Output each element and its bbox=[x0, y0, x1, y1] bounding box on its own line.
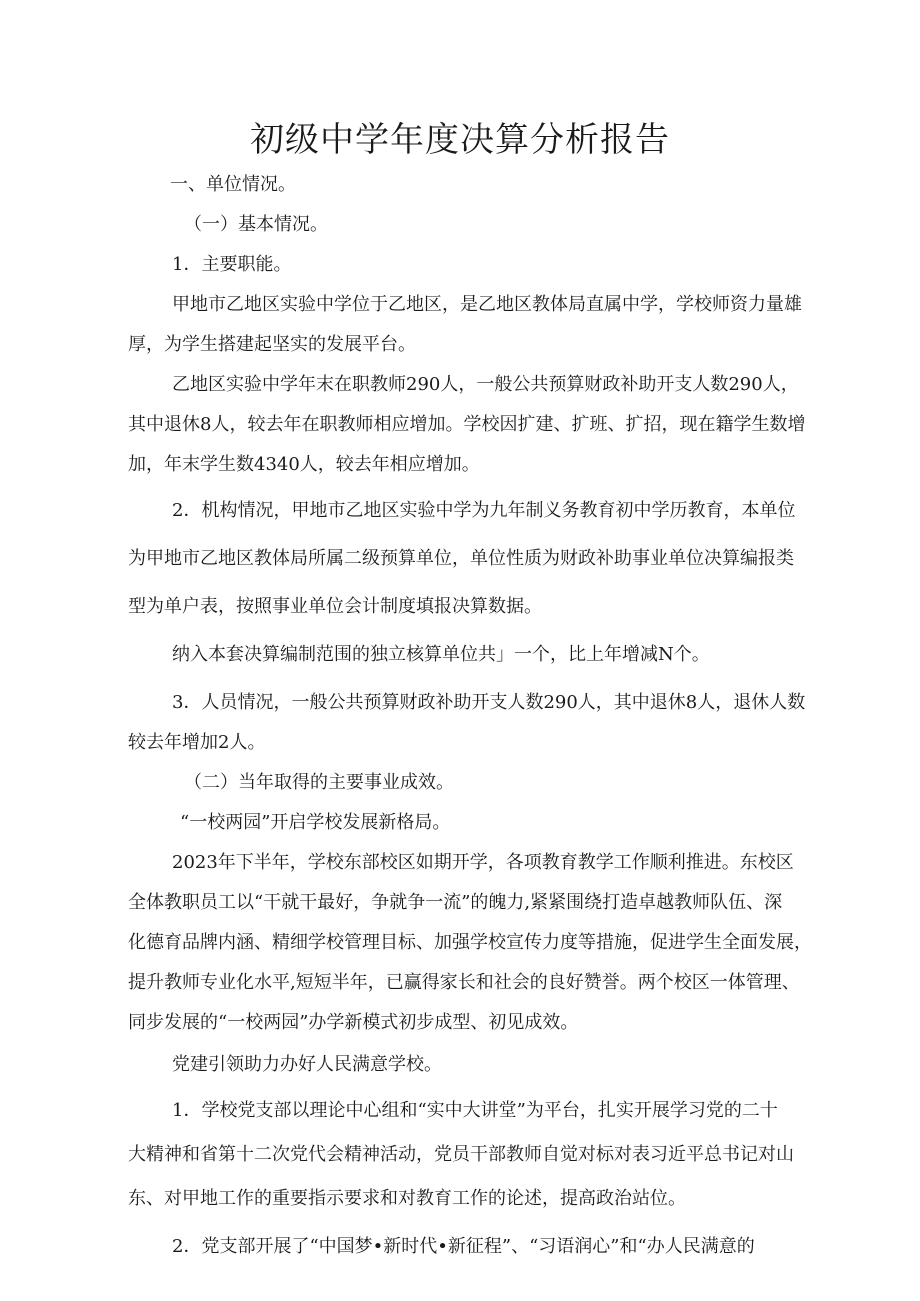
item-organization: 2．机构情况，甲地市乙地区实验中学为九年制义务教育初中学历教育，本单位 bbox=[172, 500, 796, 521]
paragraph-line: 大精神和省第十二次党代会精神活动，党员干部教师自觉对标对表习近平总书记对山 bbox=[128, 1144, 794, 1165]
item-main-functions: 1．主要职能。 bbox=[172, 254, 292, 275]
section-heading: 党建引领助力办好人民满意学校。 bbox=[172, 1054, 442, 1075]
paragraph-line: 乙地区实验中学年末在职教师290人，一般公共预算财政补助开支人数290人， bbox=[172, 374, 799, 395]
paragraph-line: 为甲地市乙地区教体局所属二级预算单位，单位性质为财政补助事业单位决算编报类 bbox=[128, 548, 794, 569]
paragraph-line: 提升教师专业化水平,短短半年，已赢得家长和社会的良好赞誉。两个校区一体管理、 bbox=[128, 972, 800, 993]
paragraph-line: 型为单户表，按照事业单位会计制度填报决算数据。 bbox=[128, 596, 542, 617]
paragraph-line: 纳入本套决算编制范围的独立核算单位共」一个，比上年增减N个。 bbox=[172, 644, 710, 665]
paragraph-line: 东、对甲地工作的重要指示要求和对教育工作的论述，提高政治站位。 bbox=[128, 1188, 686, 1209]
section-heading: “一校两园”开启学校发展新格局。 bbox=[180, 812, 451, 833]
paragraph-line: 其中退休8人，较去年在职教师相应增加。学校因扩建、扩班、扩招，现在籍学生数增 bbox=[128, 414, 806, 435]
page-title: 初级中学年度决算分析报告 bbox=[250, 120, 670, 160]
paragraph-line: 2023年下半年，学校东部校区如期开学，各项教育教学工作顺利推进。东校区 bbox=[172, 852, 794, 873]
paragraph-line: 2．党支部开展了“中国梦•新时代•新征程”、“习语润心”和“办人民满意的 bbox=[172, 1236, 755, 1257]
paragraph-line: 同步发展的“一校两园”办学新模式初步成型、初见成效。 bbox=[128, 1012, 579, 1033]
subheading-achievements: （二）当年取得的主要事业成效。 bbox=[184, 772, 454, 793]
item-personnel: 3．人员情况，一般公共预算财政补助开支人数290人，其中退休8人，退休人数 bbox=[172, 692, 806, 713]
paragraph-line: 化德育品牌内涵、精细学校管理目标、加强学校宣传力度等措施，促进学生全面发展， bbox=[128, 932, 812, 953]
heading-unit-info: 一、单位情况。 bbox=[170, 174, 296, 195]
paragraph-line: 加，年末学生数4340人，较去年相应增加。 bbox=[128, 454, 480, 475]
paragraph-line: 1．学校党支部以理论中心组和“实中大讲堂”为平台，扎实开展学习党的二十 bbox=[172, 1100, 778, 1121]
subheading-basic-info: （一）基本情况。 bbox=[184, 214, 328, 235]
paragraph-line: 较去年增加2人。 bbox=[128, 732, 266, 753]
paragraph-line: 厚，为学生搭建起坚实的发展平台。 bbox=[128, 334, 416, 355]
paragraph-line: 全体教职员工以“干就干最好，争就争一流”的魄力,紧紧围绕打造卓越教师队伍、深 bbox=[128, 892, 783, 913]
paragraph-line: 甲地市乙地区实验中学位于乙地区，是乙地区教体局直属中学，学校师资力量雄 bbox=[172, 294, 802, 315]
